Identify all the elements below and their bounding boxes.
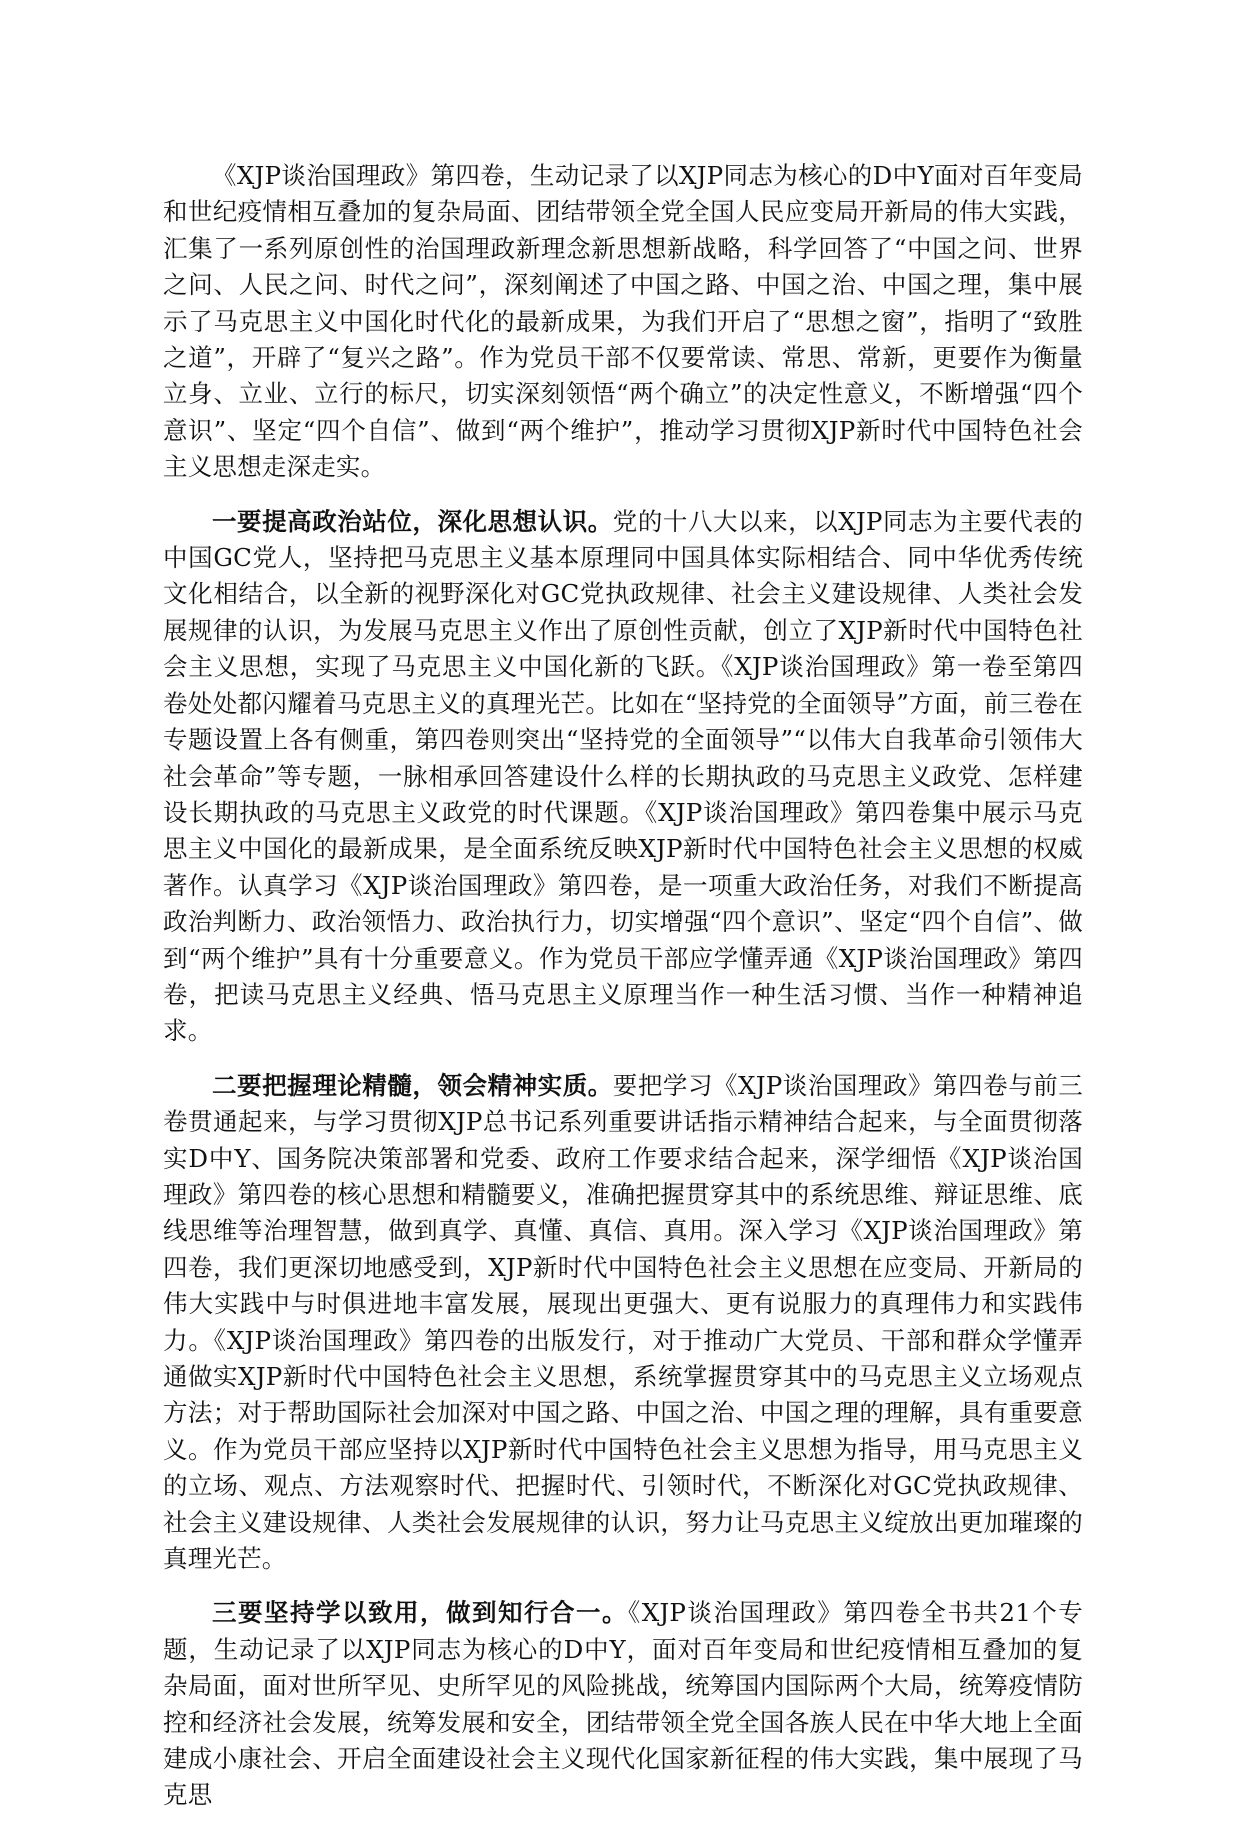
- paragraph-lead: 二要把握理论精髓，领会精神实质。: [212, 1070, 613, 1100]
- document-page: [163, 158, 1083, 1832]
- paragraph-point-one: [163, 504, 1083, 1050]
- paragraph-text: 党的十八大以来，以XJP同志为主要代表的中国GC党人，坚持把马克思主义基本原理同中国具体实际相结合、同中华优秀传统文化相结合，以全新的视野深化对GC党执政规律、社会主义建设规律、人类社会发展规律的认识，为发展马克思主义作出了原创性贡献，创立了XJP新时代中国特色社会主义思想，实现了马克思主义中国化新的飞跃。《XJP谈治国理政》第一卷至第四卷处处都闪耀着马克思主义的真理光芒。比如在“坚持党的全面领导”方面，前三卷在专题设置上各有侧重，第四卷则突出“坚持党的全面领导”“以伟大自我革命引领伟大社会革命”等专题，一脉相承回答建设什么样的长期执政的马克思主义政党、怎样建设长期执政的马克思主义政党的时代课题。《XJP谈治国理政》第四卷集中展示马克思主义中国化的最新成果，是全面系统反映XJP新时代中国特色社会主义思想的权威著作。认真学习《XJP谈治国理政》第四卷，是一项重大政治任务，对我们不断提高政治判断力、政治领悟力、政治执行力，切实增强“四个意识”、坚定“四个自信”、做到“两个维护”具有十分重要意义。作为党员干部应学懂弄通《XJP谈治国理政》第四卷，把读马克思主义经典、悟马克思主义原理当作一种生活习惯、当作一种精神追求。: [163, 506, 1083, 1046]
- paragraph-text: 要把学习《XJP谈治国理政》第四卷与前三卷贯通起来，与学习贯彻XJP总书记系列重要讲话指示精神结合起来，与全面贯彻落实D中Y、国务院决策部署和党委、政府工作要求结合起来，深学细悟《XJP谈治国理政》第四卷的核心思想和精髓要义，准确把握贯穿其中的系统思维、辩证思维、底线思维等治理智慧，做到真学、真懂、真信、真用。深入学习《XJP谈治国理政》第四卷，我们更深切地感受到，XJP新时代中国特色社会主义思想在应变局、开新局的伟大实践中与时俱进地丰富发展，展现出更强大、更有说服力的真理伟力和实践伟力。《XJP谈治国理政》第四卷的出版发行，对于推动广大党员、干部和群众学懂弄通做实XJP新时代中国特色社会主义思想，系统掌握贯穿其中的马克思主义立场观点方法；对于帮助国际社会加深对中国之路、中国之治、中国之理的理解，具有重要意义。作为党员干部应坚持以XJP新时代中国特色社会主义思想为指导，用马克思主义的立场、观点、方法观察时代、把握时代、引领时代，不断深化对GC党执政规律、社会主义建设规律、人类社会发展规律的认识，努力让马克思主义绽放出更加璀璨的真理光芒。: [163, 1070, 1083, 1574]
- paragraph-point-two: [163, 1068, 1083, 1578]
- paragraph-intro: [163, 158, 1083, 486]
- paragraph-lead: 一要提高政治站位，深化思想认识。: [212, 506, 613, 536]
- paragraph-text: 《XJP谈治国理政》第四卷全书共21个专题，生动记录了以XJP同志为核心的D中Y，面对百年变局和世纪疫情相互叠加的复杂局面，面对世所罕见、史所罕见的风险挑战，统筹国内国际两个大局，统筹疫情防控和经济社会发展，统筹发展和安全，团结带领全党全国各族人民在中华大地上全面建成小康社会、开启全面建设社会主义现代化国家新征程的伟大实践，集中展现了马克思: [163, 1598, 1083, 1810]
- paragraph-point-three: [163, 1595, 1083, 1813]
- paragraph-lead: 三要坚持学以致用，做到知行合一。: [212, 1598, 629, 1628]
- paragraph-text: 《XJP谈治国理政》第四卷，生动记录了以XJP同志为核心的D中Y面对百年变局和世纪疫情相互叠加的复杂局面、团结带领全党全国人民应变局开新局的伟大实践，汇集了一系列原创性的治国理政新理念新思想新战略，科学回答了“中国之问、世界之问、人民之问、时代之问”，深刻阐述了中国之路、中国之治、中国之理，集中展示了马克思主义中国化时代化的最新成果，为我们开启了“思想之窗”，指明了“致胜之道”，开辟了“复兴之路”。作为党员干部不仅要常读、常思、常新，更要作为衡量立身、立业、立行的标尺，切实深刻领悟“两个确立”的决定性意义，不断增强“四个意识”、坚定“四个自信”、做到“两个维护”，推动学习贯彻XJP新时代中国特色社会主义思想走深走实。: [163, 161, 1083, 482]
